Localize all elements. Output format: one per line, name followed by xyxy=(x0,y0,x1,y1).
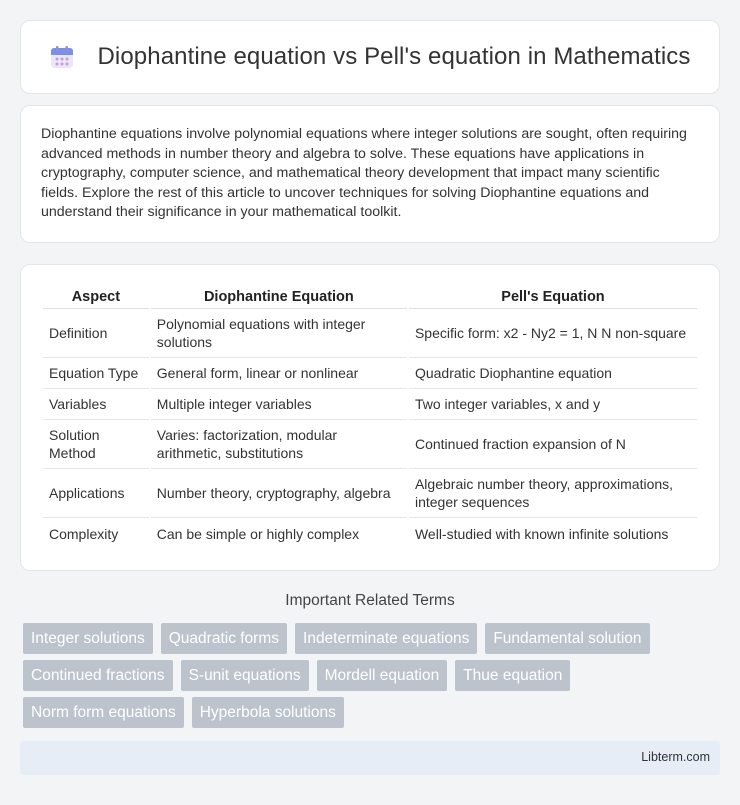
related-term-tag[interactable]: Thue equation xyxy=(455,660,570,691)
comparison-table xyxy=(41,285,699,549)
related-term-tag[interactable]: Indeterminate equations xyxy=(295,623,477,654)
comparison-card xyxy=(20,264,720,571)
related-term-tag[interactable]: Fundamental solution xyxy=(485,623,649,654)
related-term-tag[interactable]: Quadratic forms xyxy=(161,623,287,654)
header-card xyxy=(20,20,720,94)
table-cell: Polynomial equations with integer solutions xyxy=(151,309,407,358)
column-header: Aspect xyxy=(43,285,149,309)
related-term-tag[interactable]: S-unit equations xyxy=(181,660,309,691)
table-row xyxy=(43,309,697,358)
related-term-tag[interactable]: Mordell equation xyxy=(317,660,448,691)
footer xyxy=(20,741,720,775)
footer-site-link[interactable]: Libterm.com xyxy=(641,750,710,764)
table-cell: Algebraic number theory, approximations, integer sequences xyxy=(409,469,697,518)
table-cell: Number theory, cryptography, algebra xyxy=(151,469,407,518)
table-cell: Definition xyxy=(43,309,149,358)
table-header-row xyxy=(43,285,697,309)
table-row xyxy=(43,389,697,420)
table-cell: Continued fraction expansion of N xyxy=(409,420,697,469)
table-cell: Specific form: x2 - Ny2 = 1, N N non-square xyxy=(409,309,697,358)
intro-text: Diophantine equations involve polynomial equations where integer solutions are sought, often requiring advanced methods in number theory and algebra to solve. These equations have applications in cryptography, computer science, and mathematical theory development that impact many scientific fields. Explore the rest of this article to uncover techniques for solving Diophantine equations and understand their significance in your mathematical toolkit. xyxy=(41,126,687,220)
table-row xyxy=(43,469,697,518)
table-cell: Solution Method xyxy=(43,420,149,469)
table-cell: Complexity xyxy=(49,525,119,542)
related-term-tag[interactable]: Norm form equations xyxy=(23,697,184,728)
related-term-tag[interactable]: Continued fractions xyxy=(23,660,173,691)
table-cell: General form, linear or nonlinear xyxy=(151,358,407,389)
table-row xyxy=(43,420,697,469)
table-cell: Can be simple or highly complex xyxy=(156,525,360,542)
table-row xyxy=(43,518,697,549)
related-terms-title: Important Related Terms xyxy=(285,592,455,609)
column-header: Diophantine Equation xyxy=(151,285,407,309)
table-cell: Variables xyxy=(43,389,149,420)
table-cell: Varies: factorization, modular arithmetic, substitutions xyxy=(151,420,407,469)
related-terms-list xyxy=(23,623,723,734)
table-cell: Multiple integer variables xyxy=(151,389,407,420)
page-title: Diophantine equation vs Pell's equation in Mathematics xyxy=(97,43,691,70)
column-header: Pell's Equation xyxy=(409,285,697,309)
table-cell: Well-studied with known infinite solutions xyxy=(414,525,669,542)
related-term-tag[interactable]: Hyperbola solutions xyxy=(192,697,344,728)
table-cell: Two integer variables, x and y xyxy=(409,389,697,420)
table-row xyxy=(43,358,697,389)
intro-card xyxy=(20,105,720,243)
table-cell: Quadratic Diophantine equation xyxy=(409,358,697,389)
calendar-icon xyxy=(49,44,75,70)
table-cell: Equation Type xyxy=(43,358,149,389)
table-cell: Applications xyxy=(43,469,149,518)
related-term-tag[interactable]: Integer solutions xyxy=(23,623,153,654)
